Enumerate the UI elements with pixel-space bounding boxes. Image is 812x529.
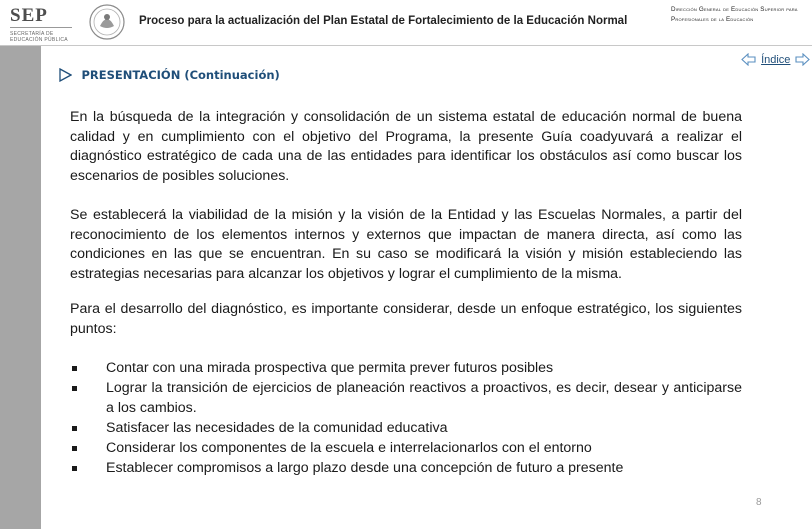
agency-name: Dirección General de Educación Superior para Profesionales de la Educación xyxy=(671,6,798,23)
list-item-text: Lograr la transición de ejercicios de planeación reactivos a proactivos, es decir, desear y anticiparse a los cambios. xyxy=(106,380,742,416)
sep-logo-text: SEP xyxy=(10,5,48,26)
section-title: PRESENTACIÓN (Continuación) xyxy=(81,67,280,82)
sep-logo-subtitle-2: EDUCACIÓN PÚBLICA xyxy=(10,37,68,43)
national-seal-icon xyxy=(88,2,126,42)
document-title: Proceso para la actualización del Plan Estatal de Fortalecimiento de la Educación Normal xyxy=(139,15,628,27)
header xyxy=(0,0,812,46)
paragraph-diagnosis: Para el desarrollo del diagnóstico, es importante considerar, desde un enfoque estratégico, los siguientes puntos: xyxy=(70,301,742,337)
list-item-text: Contar con una mirada prospectiva que permita prever futuros posibles xyxy=(106,360,554,376)
index-link[interactable]: Índice xyxy=(761,53,791,66)
list-item xyxy=(70,359,742,379)
sep-logo-subtitle-1: SECRETARÍA DE xyxy=(10,31,54,37)
play-triangle-icon xyxy=(59,68,72,82)
sep-logo xyxy=(4,2,76,42)
list-item xyxy=(70,439,742,459)
key-points-list xyxy=(70,359,742,480)
bullet-square-icon xyxy=(72,366,77,371)
bullet-square-icon xyxy=(72,386,77,391)
section-heading xyxy=(59,66,280,82)
list-item-text: Establecer compromisos a largo plazo desde una concepción de futuro a presente xyxy=(106,460,624,477)
page-navigation xyxy=(741,53,810,69)
left-sidebar-bar xyxy=(0,46,41,529)
bullet-square-icon xyxy=(72,466,77,471)
left-arrow-icon[interactable] xyxy=(741,53,756,66)
paragraph-intro: En la búsqueda de la integración y consolidación de un sistema estatal de educación normal de buena calidad y en cumplimiento con el objetivo del Programa, la presente Guía coadyuvará a realizar el diagnóstico estratégico de cada una de las entidades para identificar los obstáculos así como buscar los escenarios de posibles soluciones. xyxy=(70,109,742,184)
paragraph-viability: Se establecerá la viabilidad de la misión y la visión de la Entidad y las Escuelas Normales, a partir del reconocimiento de los elementos internos y externos que impactan de manera directa, así como las condiciones en las que se encuentran. En su caso se modificará la visión y misión estableciendo las estrategias necesarias para alcanzar los objetivos y lograr el cumplimiento de la misma. xyxy=(70,207,742,282)
list-item xyxy=(70,379,742,418)
bullet-square-icon xyxy=(72,446,77,451)
list-item xyxy=(70,459,742,479)
list-item-text: Considerar los componentes de la escuela e interrelacionarlos con el entorno xyxy=(106,440,592,457)
list-item-text: Satisfacer las necesidades de la comunidad educativa xyxy=(106,419,448,436)
page-number: 8 xyxy=(756,497,762,508)
list-item xyxy=(70,419,742,439)
bullet-square-icon xyxy=(72,426,77,431)
right-arrow-icon[interactable] xyxy=(795,53,810,66)
logo-divider xyxy=(10,27,72,28)
